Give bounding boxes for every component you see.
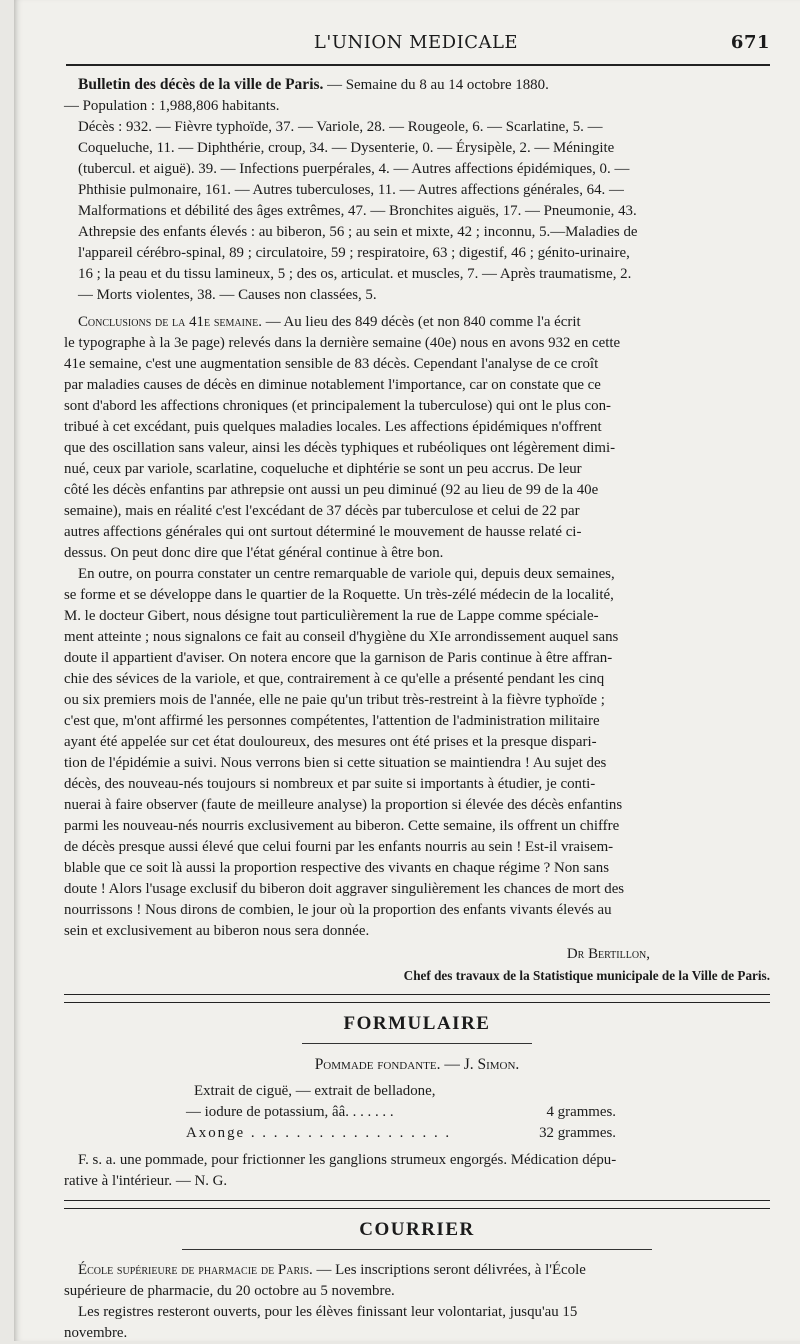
conclusions-line: c'est que, m'ont affirmé les personnes compétentes, l'attention de l'administration militaire — [64, 713, 600, 729]
conclusions-line: chie des sévices de la variole, et que, contrairement à ce qu'elle a présenté pendant les cinq — [64, 671, 605, 687]
conclusions-line: blable que ce soit là aussi la proportion respective des vivants en chaque régime ? Non sans — [64, 860, 609, 876]
conclusions-line: le typographe à la 3e page) relevés dans la dernière semaine (40e) nous en avons 932 en cette — [64, 335, 621, 351]
conclusions-line: doute ! Alors l'usage exclusif du biberon doit aggraver singulièrement les chances de mort des — [64, 881, 625, 897]
courrier-line: Les registres resteront ouverts, pour les élèves finissant leur volontariat, jusqu'au 15 — [78, 1304, 578, 1320]
conclusions-line: nourrissons ! Nous dirons de combien, le jour où la proportion des enfants vivants élevés au — [64, 902, 612, 918]
formulaire-heading: FORMULAIRE — [343, 1013, 491, 1034]
deces-line: Athrepsie des enfants élevés : au biberon, 56 ; au sein et mixte, 42 ; inconnu, 5.—Maladies de — [78, 224, 638, 240]
page-number: 671 — [730, 32, 770, 53]
conclusions-line: nué, ceux par variole, scarlatine, coqueluche et diphtérie se sont un peu accrus. De leur — [64, 461, 582, 477]
conclusions-line: par maladies causes de décès en diminue notablement l'importance, car on constate que ce — [64, 377, 601, 393]
deces-line: Décès : 932. — Fièvre typhoïde, 37. — Variole, 28. — Rougeole, 6. — Scarlatine, 5. — — [78, 119, 603, 135]
recipe-ingredient: Axonge . . . . . . . . . . . . . . . . . . — [186, 1125, 452, 1141]
formula-note-line: rative à l'intérieur. — N. G. — [64, 1173, 228, 1189]
conclusions-line: M. le docteur Gibert, nous désigne tout particulièrement la rue de Lappe comme spéciale- — [64, 608, 599, 624]
signature: Dr Bertillon, — [566, 946, 650, 962]
conclusions-line: semaine), mais en réalité c'est l'excédant de 37 décès par tuberculose et celui de 22 par — [64, 503, 580, 519]
deces-line: Coqueluche, 11. — Diphthérie, croup, 34. — Dysenterie, 0. — Érysipèle, 2. — Méningite — [78, 140, 615, 156]
conclusions-line: que des oscillation sans valeur, ainsi les décès typhiques et rubéoliques ont légèrement dimi- — [64, 440, 616, 456]
recipe-line: Extrait de ciguë, — extrait de belladone, — [194, 1083, 436, 1099]
conclusions-line: — Au lieu des 849 décès (et non 840 comme l'a écrit — [262, 314, 581, 330]
bulletin-title: Bulletin des décès de la ville de Paris. — [78, 76, 324, 93]
conclusions-line: ou six premiers mois de l'année, elle ne paie qu'un tribut très-restreint à la fièvre typhoïde ; — [64, 692, 605, 708]
conclusions-line: 41e semaine, c'est une augmentation sensible de 83 décès. Cependant l'analyse de ce croît — [64, 356, 599, 372]
bulletin-block — [64, 74, 770, 306]
recipe-amount: 4 grammes. — [546, 1104, 616, 1120]
conclusions-line: parmi les nouveau-nés nourris exclusivement au biberon. Cette semaine, ils offrent un chiffre — [64, 818, 620, 834]
deces-line: l'appareil cérébro-spinal, 89 ; circulatoire, 59 ; respiratoire, 63 ; digestif, 46 ; génito-urinaire, — [78, 245, 630, 261]
recipe-line — [174, 1123, 614, 1144]
courrier-line: novembre. — [64, 1325, 128, 1341]
recipe-amount: 32 grammes. — [539, 1125, 616, 1141]
conclusions-line: nuerai à faire observer (faute de meilleure analyse) la proportion si élevée des décès enfantins — [64, 797, 623, 813]
section-divider — [64, 994, 770, 1003]
recipe-ingredient: — iodure de potassium, ââ. . . . . . . — [186, 1104, 394, 1120]
formulaire-section — [64, 1013, 770, 1192]
conclusions-line: de décès presque aussi élevé que celui fourni par les enfants nourris au sein ! Est-il vraisem- — [64, 839, 614, 855]
deces-line: (tubercul. et aiguë). 39. — Infections puerpérales, 4. — Autres affections épidémiques, 0. — — [78, 161, 630, 177]
recipe-line — [174, 1102, 614, 1123]
formula-note-line: F. s. a. une pommade, pour frictionner les ganglions strumeux engorgés. Médication dépu- — [78, 1152, 617, 1168]
bulletin-deces — [64, 117, 770, 306]
conclusions-line: tion de l'épidémie a suivi. Nous verrons bien si cette situation se maintiendra ! Au sujet des — [64, 755, 607, 771]
bulletin-population: — Population : 1,988,806 habitants. — [64, 98, 280, 114]
courrier-rule — [182, 1249, 652, 1250]
bulletin-week: — Semaine du 8 au 14 octobre 1880. — [323, 77, 549, 93]
running-title: L'UNION MEDICALE — [313, 32, 519, 53]
conclusions-line: sont d'abord les affections chroniques (et principalement la tuberculose) qui ont le plus con- — [64, 398, 611, 414]
conclusions-block — [64, 312, 770, 986]
conclusions-line: se forme et se développe dans le quartier de la Roquette. Un très-zélé médecin de la localité, — [64, 587, 614, 603]
courrier-line: — Les inscriptions seront délivrées, à l'École — [312, 1262, 586, 1278]
conclusions-line: sein et exclusivement au biberon nous sera donnée. — [64, 923, 370, 939]
deces-line: — Morts violentes, 38. — Causes non classées, 5. — [78, 287, 377, 303]
conclusions-heading: Conclusions de la 41e semaine. — [78, 314, 262, 330]
conclusions-line: côté les décès enfantins par athrepsie ont aussi un peu diminué (92 au lieu de 99 de la 40e — [64, 482, 599, 498]
conclusions-line: doute il appartient d'aviser. On notera encore que la garnison de Paris continue à être affran- — [64, 650, 613, 666]
conclusions-line: En outre, on pourra constater un centre remarquable de variole qui, depuis deux semaines, — [78, 566, 615, 582]
courrier-heading: COURRIER — [359, 1219, 475, 1240]
formula-title: Pommade fondante. — J. Simon. — [314, 1056, 520, 1073]
conclusions-line: autres affections générales qui ont surtout déterminé le mouvement de hausse relaté ci- — [64, 524, 582, 540]
section-divider — [64, 1200, 770, 1209]
courrier-line: supérieure de pharmacie, du 20 octobre au 5 novembre. — [64, 1283, 395, 1299]
recipe — [174, 1081, 614, 1144]
courrier-item-lead: École supérieure de pharmacie de Paris. — [78, 1262, 313, 1278]
courrier-section — [64, 1219, 770, 1344]
deces-line: 16 ; la peau et du tissu lamineux, 5 ; des os, articulat. et muscles, 7. — Après traumatisme, 2. — [78, 266, 632, 282]
conclusions-line: décès, des nouveau-nés toujours si nombreux et par suite si importants à étudier, je conti- — [64, 776, 596, 792]
conclusions-line: ment atteinte ; nous signalons ce fait au conseil d'hygiène du XIe arrondissement auquel sans — [64, 629, 619, 645]
deces-line: Phthisie pulmonaire, 161. — Autres tuberculoses, 11. — Autres affections générales, 64. — — [78, 182, 624, 198]
running-header — [62, 30, 770, 60]
conclusions-line: tribué à cet excédant, puis quelques maladies locales. Les affections épidémiques n'offrent — [64, 419, 602, 435]
formulaire-rule — [302, 1043, 532, 1044]
header-rule — [66, 64, 770, 66]
page-body — [64, 74, 770, 1344]
deces-line: Malformations et débilité des âges extrêmes, 47. — Bronchites aiguës, 17. — Pneumonie, 43. — [78, 203, 637, 219]
journal-page — [14, 0, 800, 1341]
conclusions-line: ayant été appelée sur cet état douloureux, des mesures ont été prises et la presque dispari- — [64, 734, 597, 750]
conclusions-line: dessus. On peut donc dire que l'état général continue à être bon. — [64, 545, 444, 561]
signature-role: Chef des travaux de la Statistique municipale de la Ville de Paris. — [403, 968, 770, 983]
